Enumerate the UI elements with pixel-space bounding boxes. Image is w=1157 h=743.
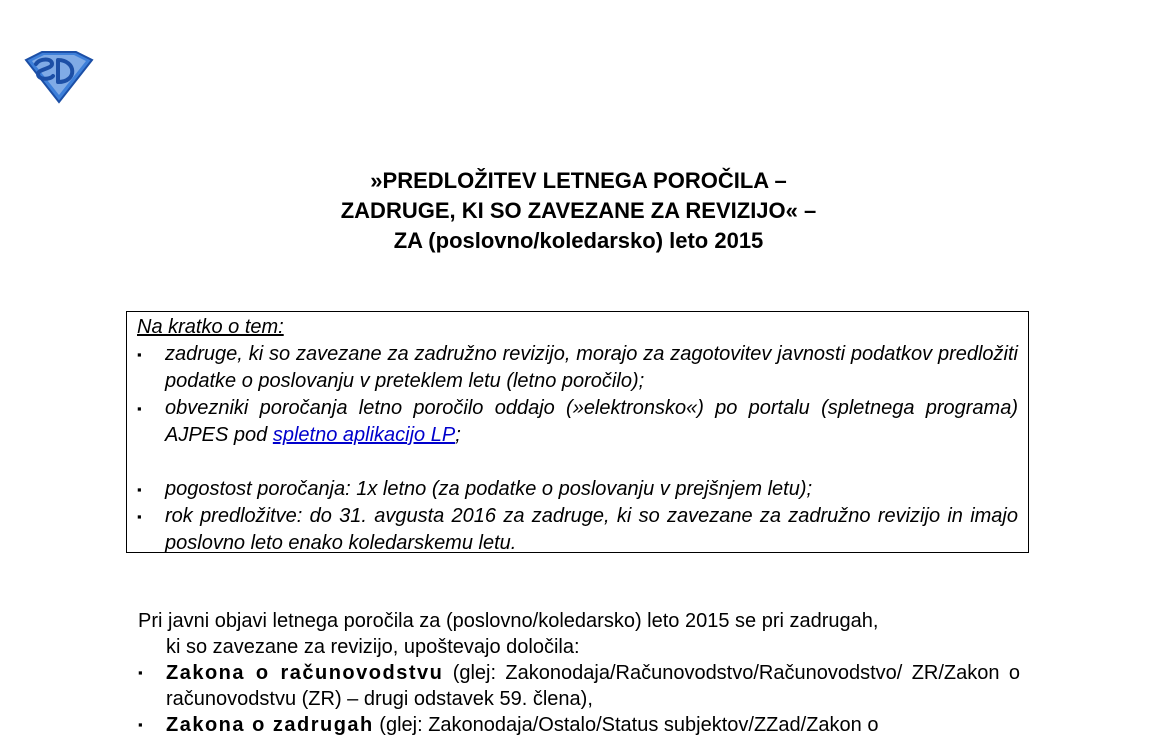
intro-line-2: ki so zavezane za revizijo, upoštevajo določila: <box>166 636 580 658</box>
intro-paragraph <box>138 608 1020 660</box>
summary-box <box>126 311 1029 553</box>
law-detail: (glej: Zakonodaja/Računovodstvo/Računovodstvo/ ZR/Zakon o računovodstvu (ZR) – drugi odstavek 59. člena), <box>166 662 1020 710</box>
square-bullet-icon: ▪ <box>138 717 143 732</box>
summary-item-text: zadruge, ki so zavezane za zadružno revizijo, morajo za zagotovitev javnosti podatkov predložiti podatke o poslovanju v preteklem letu (letno poročilo); <box>165 343 1018 392</box>
list-item <box>137 341 1018 395</box>
list-item <box>137 476 1018 503</box>
list-item <box>137 503 1018 557</box>
square-bullet-icon: ▪ <box>138 665 143 680</box>
lp-application-link[interactable]: spletno aplikacijo LP <box>272 424 456 446</box>
square-bullet-icon: ▪ <box>137 482 142 497</box>
law-name: Zakona o zadrugah <box>166 714 374 736</box>
summary-item-text: rok predložitve: do 31. avgusta 2016 za zadruge, ki so zavezane za zadružno revizijo in imajo poslovno leto enako koledarskemu letu. <box>165 505 1018 554</box>
summary-list <box>137 341 1018 557</box>
law-detail: (glej: Zakonodaja/Ostalo/Status subjektov/ZZad/Zakon o <box>373 714 879 736</box>
summary-item-text: pogostost poročanja: 1x letno (za podatke o poslovanju v prejšnjem letu); <box>165 478 813 500</box>
logo-emblem-icon <box>22 50 96 104</box>
law-list <box>138 660 1020 738</box>
intro-line-1: Pri javni objavi letnega poročila za (poslovno/koledarsko) leto 2015 se pri zadrugah, <box>138 610 879 632</box>
square-bullet-icon: ▪ <box>137 509 142 524</box>
document-title <box>0 166 1157 256</box>
law-name: Zakona o računovodstvu <box>166 662 444 684</box>
company-logo <box>22 50 96 104</box>
square-bullet-icon: ▪ <box>137 347 142 362</box>
body-section <box>138 608 1020 738</box>
title-line-1: »PREDLOŽITEV LETNEGA POROČILA – <box>370 168 787 193</box>
title-line-3: ZA (poslovno/koledarsko) leto 2015 <box>393 228 764 253</box>
summary-item-text: obvezniki poročanja letno poročilo oddajo (»elektronsko«) po portalu (spletnega programa) AJPES pod <box>165 397 1018 446</box>
summary-heading: Na kratko o tem: <box>137 316 284 338</box>
list-item <box>138 712 1020 738</box>
title-line-2: ZADRUGE, KI SO ZAVEZANE ZA REVIZIJO« – <box>340 198 817 223</box>
list-item <box>137 395 1018 449</box>
list-item <box>138 660 1020 712</box>
list-spacer <box>137 449 1018 476</box>
square-bullet-icon: ▪ <box>137 401 142 416</box>
summary-item-text-end: ; <box>455 424 461 446</box>
